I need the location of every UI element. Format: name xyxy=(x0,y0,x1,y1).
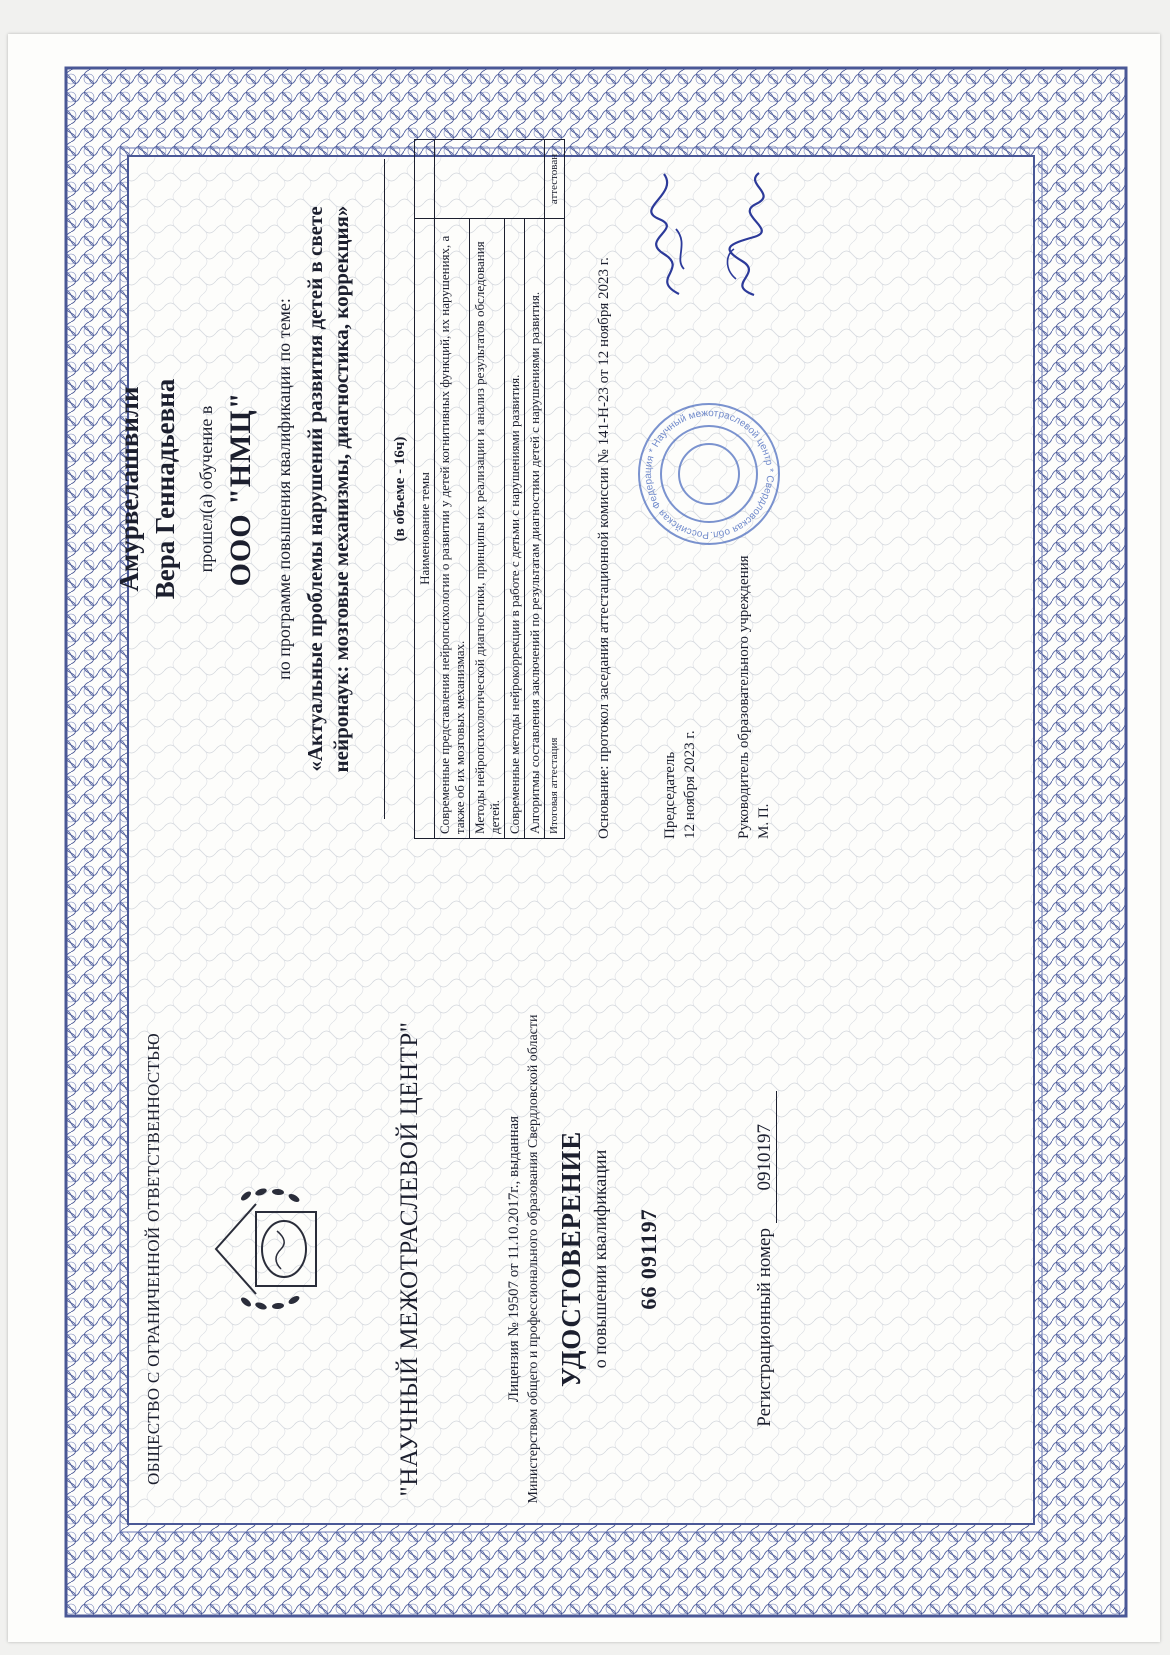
final-attestation-row xyxy=(545,140,565,839)
certificate-number: 66 091197 xyxy=(636,1208,661,1310)
topic-cell: Методы нейропсихологической диагностики, принципы их реализации и анализ результатов обследования детей. xyxy=(470,219,505,839)
topics-table xyxy=(414,139,565,839)
laurel-emblem-logo xyxy=(186,1174,336,1324)
ministry-text: Министерством общего и профессионального образования Свердловской области xyxy=(526,1014,541,1504)
final-attestation-result: аттестован xyxy=(545,140,565,219)
chair-label: Председатель xyxy=(662,751,678,839)
stamp-text: Российская Федерация * Научный межотраслевой центр * Свердловская обл. xyxy=(642,407,776,541)
head-label: Руководитель образовательного учреждения xyxy=(736,555,752,839)
basis-text: Основание: протокол заседания аттестационной комиссии № 141-Н-23 от 12 ноября 2023 г. xyxy=(596,257,612,839)
svg-text:Российская Федерация * Научный xyxy=(643,408,775,540)
topic-cell: Алгоритмы составления заключений по результатам диагностики детей с нарушениями развития. xyxy=(525,219,545,839)
left-page xyxy=(74,879,1104,1639)
topic-cell: Современные представления нейропсихологии о развитии у детей когнитивных функций, их нарушениях, а также об их мозговых механизмах. xyxy=(435,219,470,839)
right-page xyxy=(74,119,1104,859)
head-signature xyxy=(714,169,774,299)
registration-number: 0910197 xyxy=(754,1091,777,1223)
license-text: Лицензия № 19507 от 11.10.2017г., выданная xyxy=(506,1115,522,1403)
program-volume: (в объеме - 16ч) xyxy=(392,436,408,542)
certificate-title: УДОСТОВЕРЕНИЕ xyxy=(556,1130,586,1388)
final-attestation-label: Итоговая аттестация xyxy=(545,219,565,839)
registration-row xyxy=(754,879,777,1639)
program-underline xyxy=(384,159,385,819)
seal-place: М. П. xyxy=(756,803,772,839)
table-row xyxy=(505,140,525,839)
org-type: ОБЩЕСТВО С ОГРАНИЧЕННОЙ ОТВЕТСТВЕННОСТЬЮ xyxy=(144,1033,163,1485)
table-header-row xyxy=(415,140,435,839)
org-name: "НАУЧНЫЙ МЕЖОТРАСЛЕВОЙ ЦЕНТР" xyxy=(396,1021,423,1497)
chair-date: 12 ноября 2023 г. xyxy=(682,730,698,839)
program-intro: по программе повышения квалификации по теме: xyxy=(274,298,294,680)
table-row xyxy=(525,140,545,839)
chair-signature xyxy=(644,169,694,299)
program-title: «Актуальные проблемы нарушений развития детей в свете нейронаук: мозговые механизмы, диагностика, коррекция» xyxy=(303,205,353,773)
round-stamp xyxy=(634,399,784,549)
org-short-name: ООО "НМЦ" xyxy=(224,391,257,587)
recipient-surname: Амурвелашвили xyxy=(114,386,144,592)
rotated-content xyxy=(74,119,1104,1639)
topic-cell: Современные методы нейрокоррекции в работе с детьми с нарушениями развития. xyxy=(505,219,525,839)
topic-result-cell xyxy=(435,140,545,219)
table-header-empty xyxy=(415,140,435,219)
certificate-sheet xyxy=(8,34,1160,1642)
passed-text: прошел(а) обучение в xyxy=(196,405,216,573)
table-row xyxy=(470,140,505,839)
recipient-name: Вера Геннадьевна xyxy=(150,378,180,600)
registration-label: Регистрационный номер xyxy=(754,1228,775,1427)
table-row xyxy=(435,140,470,839)
certificate-subtitle: о повышении квалификации xyxy=(590,1149,610,1369)
table-header: Наименование темы xyxy=(415,219,435,839)
